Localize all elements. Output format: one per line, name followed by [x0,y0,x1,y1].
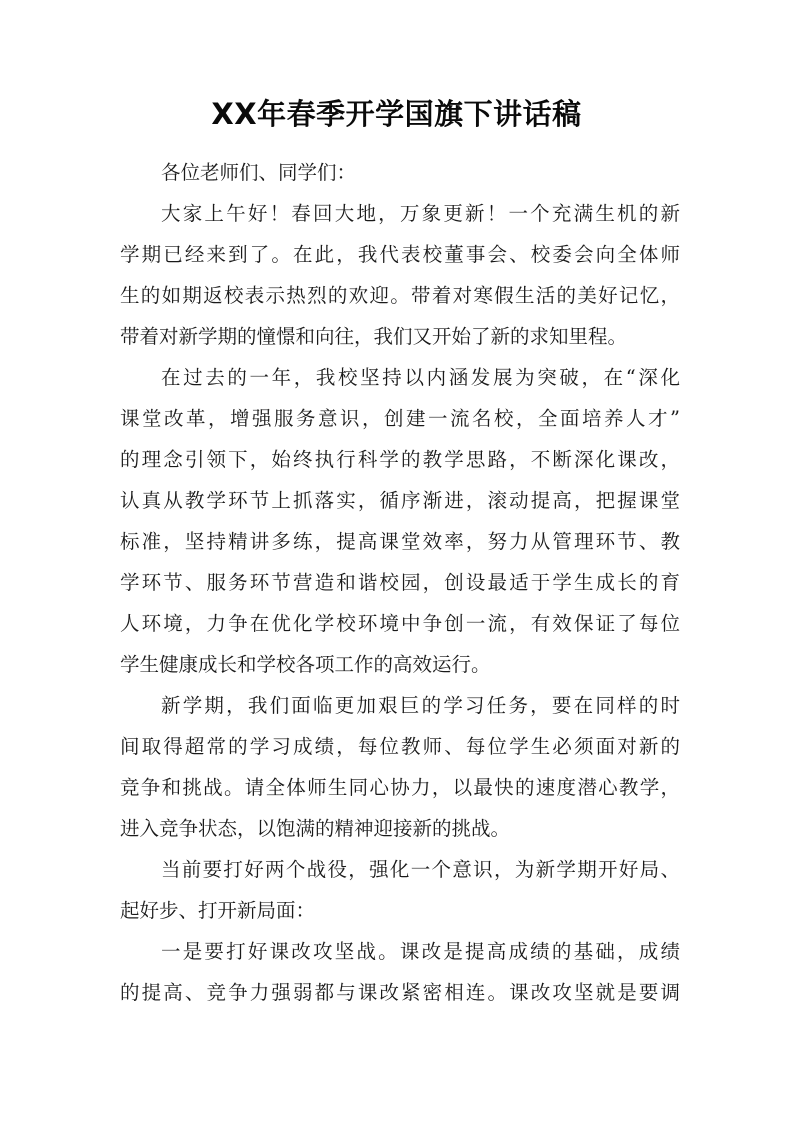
text-line: 带着对新学期的憧憬和向往，我们又开始了新的求知里程。 [120,325,628,348]
text-line: 间取得超常的学习成绩，每位教师、每位学生必须面对新的 [120,735,680,758]
text-line: 当前要打好两个战役，强化一个意识，为新学期开好局、 [161,858,680,881]
text-line: 新学期，我们面临更加艰巨的学习任务，要在同样的时 [161,694,680,717]
text-line: 竞争和挑战。请全体师生同心协力，以最快的速度潜心教学， [120,776,680,799]
document-title: XX年春季开学国旗下讲话稿 [211,97,582,131]
text-line: 的理念引领下，始终执行科学的教学思路，不断深化课改， [120,448,680,471]
text-line: 学环节、服务环节营造和谐校园，创设最适于学生成长的育 [120,571,680,594]
text-line: 认真从教学环节上抓落实，循序渐进，滚动提高，把握课堂 [120,489,680,512]
text-line: 人环境，力争在优化学校环境中争创一流，有效保证了每位 [120,612,680,635]
text-line: 进入竞争状态，以饱满的精神迎接新的挑战。 [120,817,511,840]
text-line: 学生健康成长和学校各项工作的高效运行。 [120,653,491,676]
text-line: 学期已经来到了。在此，我代表校董事会、校委会向全体师 [120,243,680,266]
text-line: 一是要打好课改攻坚战。课改是提高成绩的基础，成绩 [161,940,680,963]
text-line: 标准，坚持精讲多练，提高课堂效率，努力从管理环节、教 [120,530,680,553]
text-line: 起好步、打开新局面： [120,899,316,922]
text-line: 在过去的一年，我校坚持以内涵发展为突破，在“深化 [161,366,680,389]
text-line: 大家上午好！春回大地，万象更新！一个充满生机的新 [161,202,680,225]
document-body [120,152,680,1013]
text-line: 各位老师们、同学们： [161,161,357,184]
text-line: 课堂改革，增强服务意识，创建一流名校，全面培养人才” [120,407,680,430]
text-line: 的提高、竞争力强弱都与课改紧密相连。课改攻坚就是要调 [120,981,680,1004]
text-line: 生的如期返校表示热烈的欢迎。带着对寒假生活的美好记忆， [120,284,680,307]
